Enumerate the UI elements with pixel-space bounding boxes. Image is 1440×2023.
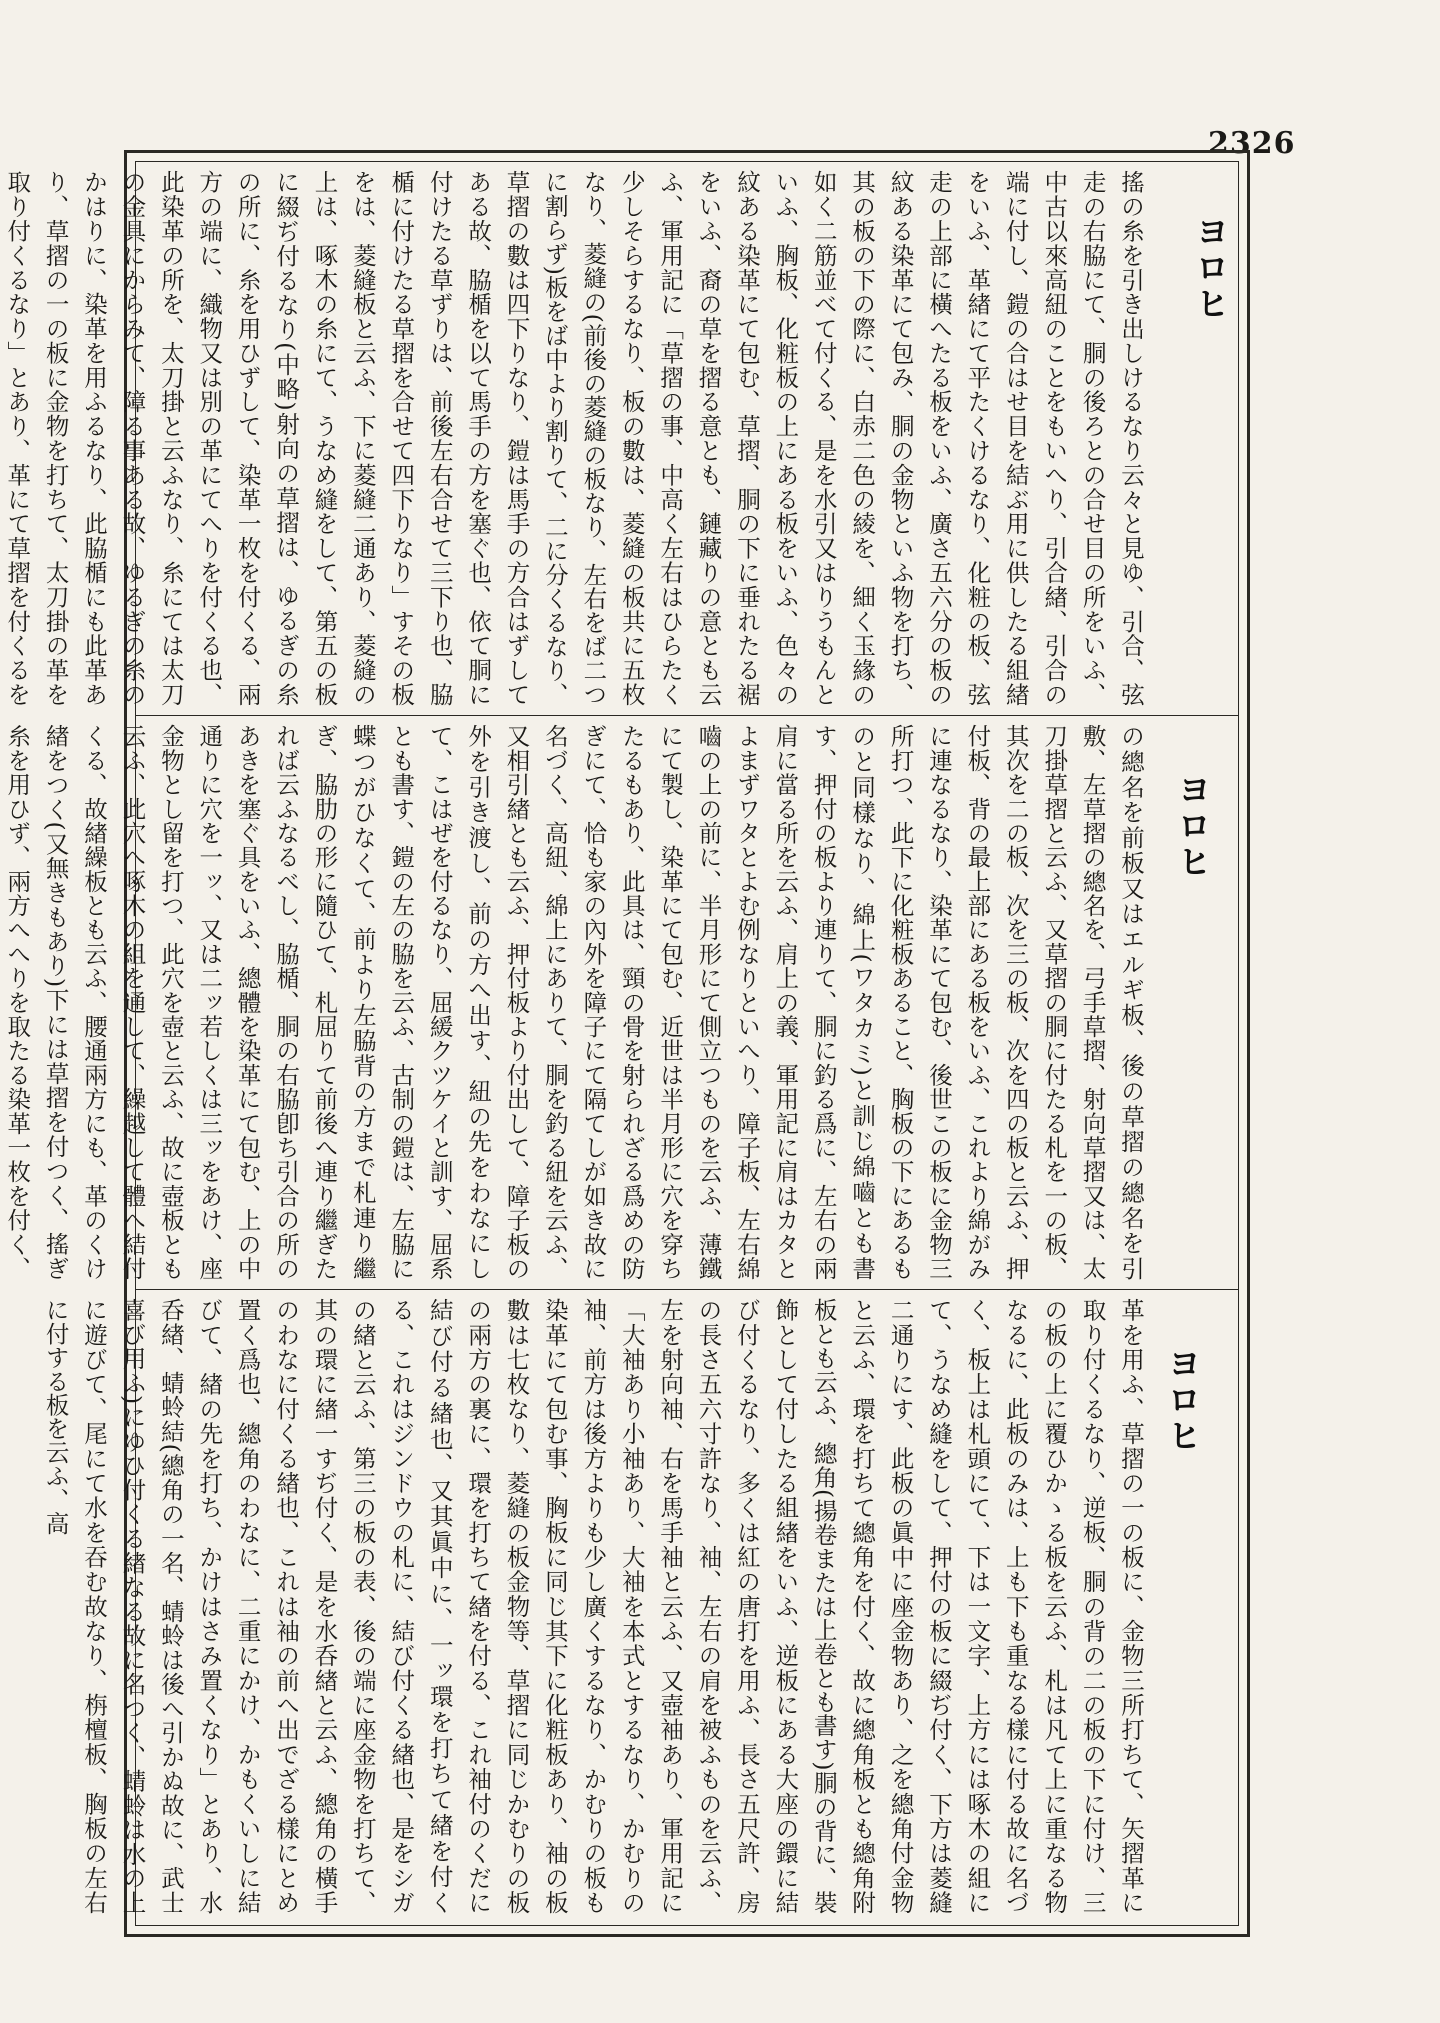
section-divider-2: [136, 1289, 1238, 1290]
text-section-2: [3, 722, 1168, 1282]
section-2-label: ヨロヒ: [1171, 772, 1211, 880]
page-frame-inner: [3, 161, 1239, 1926]
text-section-3: [41, 1296, 1168, 1916]
page-number: 2326: [1208, 126, 1296, 161]
section-divider-1: [136, 715, 1238, 716]
section-3-text: 革を用ふ、草摺の一の板に、金物三所打ちて、矢摺革に取り付くるなり、逆板、胴の背の二の板の下に付け、三の板の上に覆ひかゝる板を云ふ、札は凡て上に重なる物なるに、此板のみは、上も下も重なる樣に付る故に名づく、板上は札頭にて、下は一文字、上方には啄木の組にて、うなめ縫をして、押付の板に綴ぢ付く、下方は菱縫二通りにす、此板の眞中に座金物あり、之を總角付金物と云ふ、環を打ちて總角を付く、故に總角板とも總角附板とも云ふ、總角(揚卷または上卷とも書す)胴の背に、裝飾として付したる組緖をいふ、逆板にある大座の鐶に結び付くるなり、多くは紅の唐打を用ふ、長さ五尺許、房の長さ五六寸許なり、袖、左右の肩を被ふものを云ふ、左を射向袖、右を馬手袖と云ふ、又壺袖あり、軍用記に「大袖あり小袖あり、大袖を本式とするなり、かむりの袖、前方は後方よりも少し廣くするなり、かむりの板も染革にて包む事、胸板に同じ其下に化粧板あり、袖の板數は七枚なり、菱縫の板金物等、草摺に同じかむりの板の兩方の裏に、環を打ちて緖を付る、これ袖付のくだに結び付る緖也、又其眞中に、一ッ環を打ちて緖を付くる、これはジンドウの札に、結び付くる緖也、是をシガの緖と云ふ、第三の板の表、後の端に座金物を打ちて、其の環に緖一すぢ付く、是を水呑緖と云ふ、總角の橫手のわなに付くる緖也、これは袖の前へ出でざる樣にとめ置く爲也、總角のわなに、二重にかけ、かもくいしに結びて、緖の先を打ち、かけはさみ置くなり」とあり、水呑緖、蜻蛉結(總角の一名、蜻蛉は後へ引かぬ故に、武士喜び用ふ)にゆひ付くる緖なる故に名つく、蜻蛉は水の上に遊びて、尾にて水を吞む故なり、栴檀板、胸板の左右に付する板を云ふ、高: [41, 1298, 1145, 1914]
section-3-label: ヨロヒ: [1161, 1346, 1201, 1454]
section-1-label: ヨロヒ: [1189, 214, 1229, 322]
section-1-text: 搖の糸を引き出しけるなり云々と見ゆ、引合、弦走の右脇にて、胴の後ろとの合せ目の所をいふ、中古以來高紐のことをもいへり、引合緖、引合の端に付し、鎧の合はせ目を結ぶ用に供したる組緖をいふ、革緖にて平たくけるなり、化粧の板、弦走の上部に橫へたる板をいふ、廣さ五六分の板の紋ある染革にて包み、胴の金物といふ物を打ち、其の板の下の際に、白赤二色の綾を、細く玉緣の如く二筋並べて付くる、是を水引又はりうもんといふ、胸板、化粧板の上にある板をいふ、色々の紋ある染革にて包む、草摺、胴の下に垂れたる裾をいふ、裔の草を摺る意とも、鏈藏りの意とも云ふ、軍用記に「草摺の事、中高く左右はひらたく少しそらするなり、板の數は、菱縫の板共に五枚なり、菱縫の(前後の菱縫の板なり、左右をば二つに割らず)板をば中より割りて、二に分くるなり、草摺の數は四下りなり、鎧は馬手の方合はずしてある故、脇楯を以て馬手の方を塞ぐ也、依て胴に付けたる草ずりは、前後左右合せて三下り也、脇楯に付けたる草摺を合せて四下りなり」すその板をは、菱縫板と云ふ、下に菱縫二通あり、菱縫の上は、啄木の糸にて、うなめ縫をして、第五の板に綴ぢ付るなり(中略)射向の草摺は、ゆるぎの糸の所に、糸を用ひずして、染革一枚を付くる、兩方の端に、織物又は別の革にてへりを付くる也、此染革の所を、太刀掛と云ふなり、糸にては太刀の金具にからみて、障る事ある故、ゆるぎの糸のかはりに、染革を用ふるなり、此脇楯にも此革あり、草摺の一の板に金物を打ちて、太刀掛の革を取り付くるなり」とあり、革にて草摺を付くるを: [3, 170, 1145, 706]
section-2-text: の總名を前板又はエルギ板、後の草摺の總名を引敷、左草摺の總名を、弓手草摺、射向草摺又は、太刀掛草摺と云ふ、又草摺の胴に付たる札を一の板、其次を二の板、次を三の板、次を四の板と云ふ、押付板、背の最上部にある板をいふ、これより綿がみに連なるなり、染革にて包む、後世この板に金物三所打つ、此下に化粧板あること、胸板の下にあるものと同樣なり、綿上(ワタカミ)と訓じ綿嚙とも書す、押付の板より連りて、胴に釣る爲に、左右の兩肩に當る所を云ふ、肩上の義、軍用記に肩はカタとよまずワタとよむ例なりといへり、障子板、左右綿嚙の上の前に、半月形にて側立つものを云ふ、薄鐵にて製し、染革にて包む、近世は半月形に穴を穿ちたるもあり、此具は、頸の骨を射られざる爲めの防ぎにて、恰も家の內外を障子にて隔てしが如き故に名づく、高紐、綿上にありて、胴を釣る紐を云ふ、又相引緖とも云ふ、押付板より付出して、障子板の外を引き渡し、前の方へ出す、紐の先をわなにして、こはぜを付るなり、屈緩クツケイと訓す、屈系とも書す、鎧の左の脇を云ふ、古制の鎧は、左脇に蝶つがひなくて、前より左脇背の方まで札連り繼ぎ、脇肋の形に隨ひて、札屈りて前後へ連り繼ぎたれば云ふなるべし、脇楯、胴の右脇卽ち引合の所のあきを塞ぐ具をいふ、總體を染革にて包む、上の中通りに穴を一ッ、又は二ッ若しくは三ッをあけ、座金物とし留を打つ、此穴を壺と云ふ、故に壺板とも云ふ、此穴へ啄木の組を通して、繰越して體へ結付くる、故緖繰板とも云ふ、腰通兩方にも、革のくけ緖をつく(又無きもあり)下には草摺を付つく、搖ぎ糸を用ひず、兩方へへりを取たる染革一枚を付く、: [3, 724, 1145, 1280]
page-frame: [3, 150, 1250, 1937]
text-section-1: [3, 168, 1168, 708]
